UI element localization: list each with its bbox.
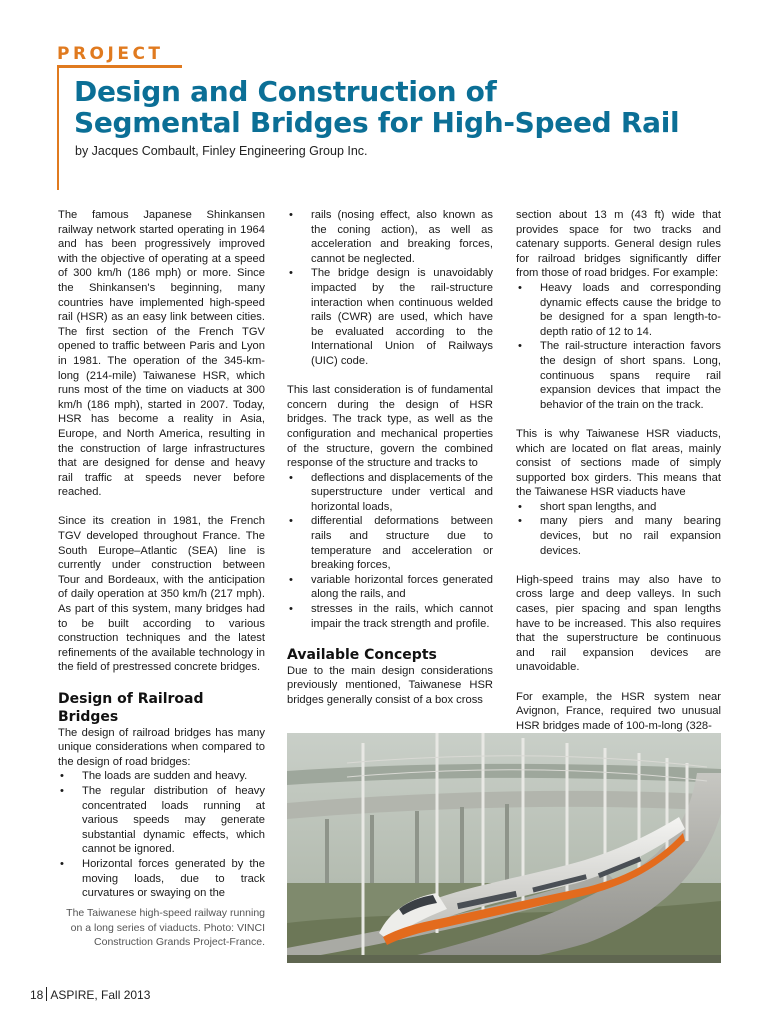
paragraph: For example, the HSR system near Avignon, France, required two unusual HSR bridges made of 100-m-long (328- (516, 690, 721, 732)
bullet-list (287, 471, 493, 632)
kicker-rule (57, 65, 182, 68)
page-number: 18 (30, 988, 44, 1002)
list-item: • The bridge design is unavoidably impacted by the rail-structure interaction when continuous welded rails (CWR) are used, which have be evaluated according to the International Union of Railways (UIC) code. (287, 266, 493, 368)
paragraph: The design of railroad bridges has many unique considerations when compared to the design of road bridges: (58, 726, 265, 768)
article-title (74, 76, 679, 138)
section-heading: Design of Railroad Bridges (58, 690, 204, 725)
list-item: • The rail-structure interaction favors the design of short spans. Long, continuous spans require rail expansion devices that impact the behavior of the train on the track. (516, 339, 721, 412)
paragraph: This is why Taiwanese HSR viaducts, which are located on flat areas, mainly consist of sections made of simply supported box girders. This means that the Taiwanese HSR viaducts have (516, 427, 721, 499)
section-kicker: PROJECT (57, 44, 164, 64)
bullet-list (58, 769, 265, 900)
column-2 (287, 208, 493, 722)
paragraph: The famous Japanese Shinkansen railway network started operating in 1964 and has been progressively improved with the objective of operating at a speed of 300 km/h (186 mph) or more. Since the Shinkansen's beginning, many countries have implemented high-speed rail (HSR) as an easy link between cities. The first section of the French TGV opened to traffic between Paris and Lyon in 1981. The operation of the 345-km-long (214-mile) Taiwanese HSR, which runs most of the time on viaducts at 300 km/h (186 mph), started in 2007. Today, HSR has become a reality in Asia, Europe, and North America, resulting in the construction of large infrastructures that are designed for dense and heavy rail traffic at speeds never before reached. (58, 209, 265, 499)
page-footer (30, 987, 150, 1002)
paragraph: Due to the main design considerations previously mentioned, Taiwanese HSR bridges generally consist of a box cross (287, 664, 493, 706)
bullet-list (516, 281, 721, 412)
list-item: • variable horizontal forces generated along the rails, and (287, 573, 493, 602)
paragraph: section about 13 m (43 ft) wide that provides space for two tracks and catenary supports. General design rules for railroad bridges significantly differ from those of road bridges. For example: (516, 209, 721, 280)
list-item: • The loads are sudden and heavy. (58, 769, 265, 784)
bullet-list (287, 208, 493, 369)
paragraph: Since its creation in 1981, the French TGV developed throughout France. The South Europe–Atlantic (SEA) line is currently under construction between Tour and Bordeaux, with the anticipation of daily operation at 350 km/h (217 mph). As part of this system, many bridges had to be built according to various construction techniques and the latest refinements of the available technology in the field of prestressed concrete bridges. (58, 515, 265, 674)
byline: by Jacques Combault, Finley Engineering Group Inc. (75, 144, 368, 158)
list-item-continued: • rails (nosing effect, also known as the coning action), as well as acceleration and breaking forces, cannot be neglected. (287, 208, 493, 266)
list-item: • stresses in the rails, which cannot impair the track strength and profile. (287, 602, 493, 631)
publication-name: ASPIRE, Fall 2013 (50, 988, 151, 1002)
list-item: • Horizontal forces generated by the moving loads, due to track curvatures or swaying on the (58, 857, 265, 901)
list-item: • deflections and displacements of the superstructure under vertical and horizontal loads, (287, 471, 493, 515)
vertical-rule (57, 68, 59, 190)
list-item: • The regular distribution of heavy concentrated loads running at various speeds may generate substantial dynamic effects, which cannot be ignored. (58, 784, 265, 857)
bullet-list (516, 500, 721, 558)
title-line-2: Segmental Bridges for High-Speed Rail (74, 106, 680, 139)
footer-divider (46, 987, 47, 1001)
column-3 (516, 208, 721, 748)
paragraph: This last consideration is of fundamental concern during the design of HSR bridges. The track type, as well as the configuration and mechanical properties of the structure, govern the combined response of the structure and tracks to (287, 384, 493, 470)
photo-caption: The Taiwanese high-speed railway running on a long series of viaducts. Photo: VINCI Construction Grands Project-France. (66, 907, 265, 949)
list-item: • many piers and many bearing devices, but no rail expansion devices. (516, 514, 721, 558)
train-viaduct-photo (287, 733, 721, 963)
list-item: • short span lengths, and (516, 500, 721, 515)
column-1 (58, 208, 265, 901)
list-item: • differential deformations between rails and structure due to temperature and acceleration or breaking forces, (287, 514, 493, 572)
section-heading: Available Concepts (287, 646, 437, 663)
title-line-1: Design and Construction of (74, 75, 497, 108)
paragraph: High-speed trains may also have to cross large and deep valleys. In such cases, pier spacing and span lengths have to be increased. This also requires that the superstructure be continuous and rail expansion devices are unavoidable. (516, 573, 721, 674)
list-item: • Heavy loads and corresponding dynamic effects cause the bridge to be designed for a span length-to-depth ratio of 12 to 14. (516, 281, 721, 339)
